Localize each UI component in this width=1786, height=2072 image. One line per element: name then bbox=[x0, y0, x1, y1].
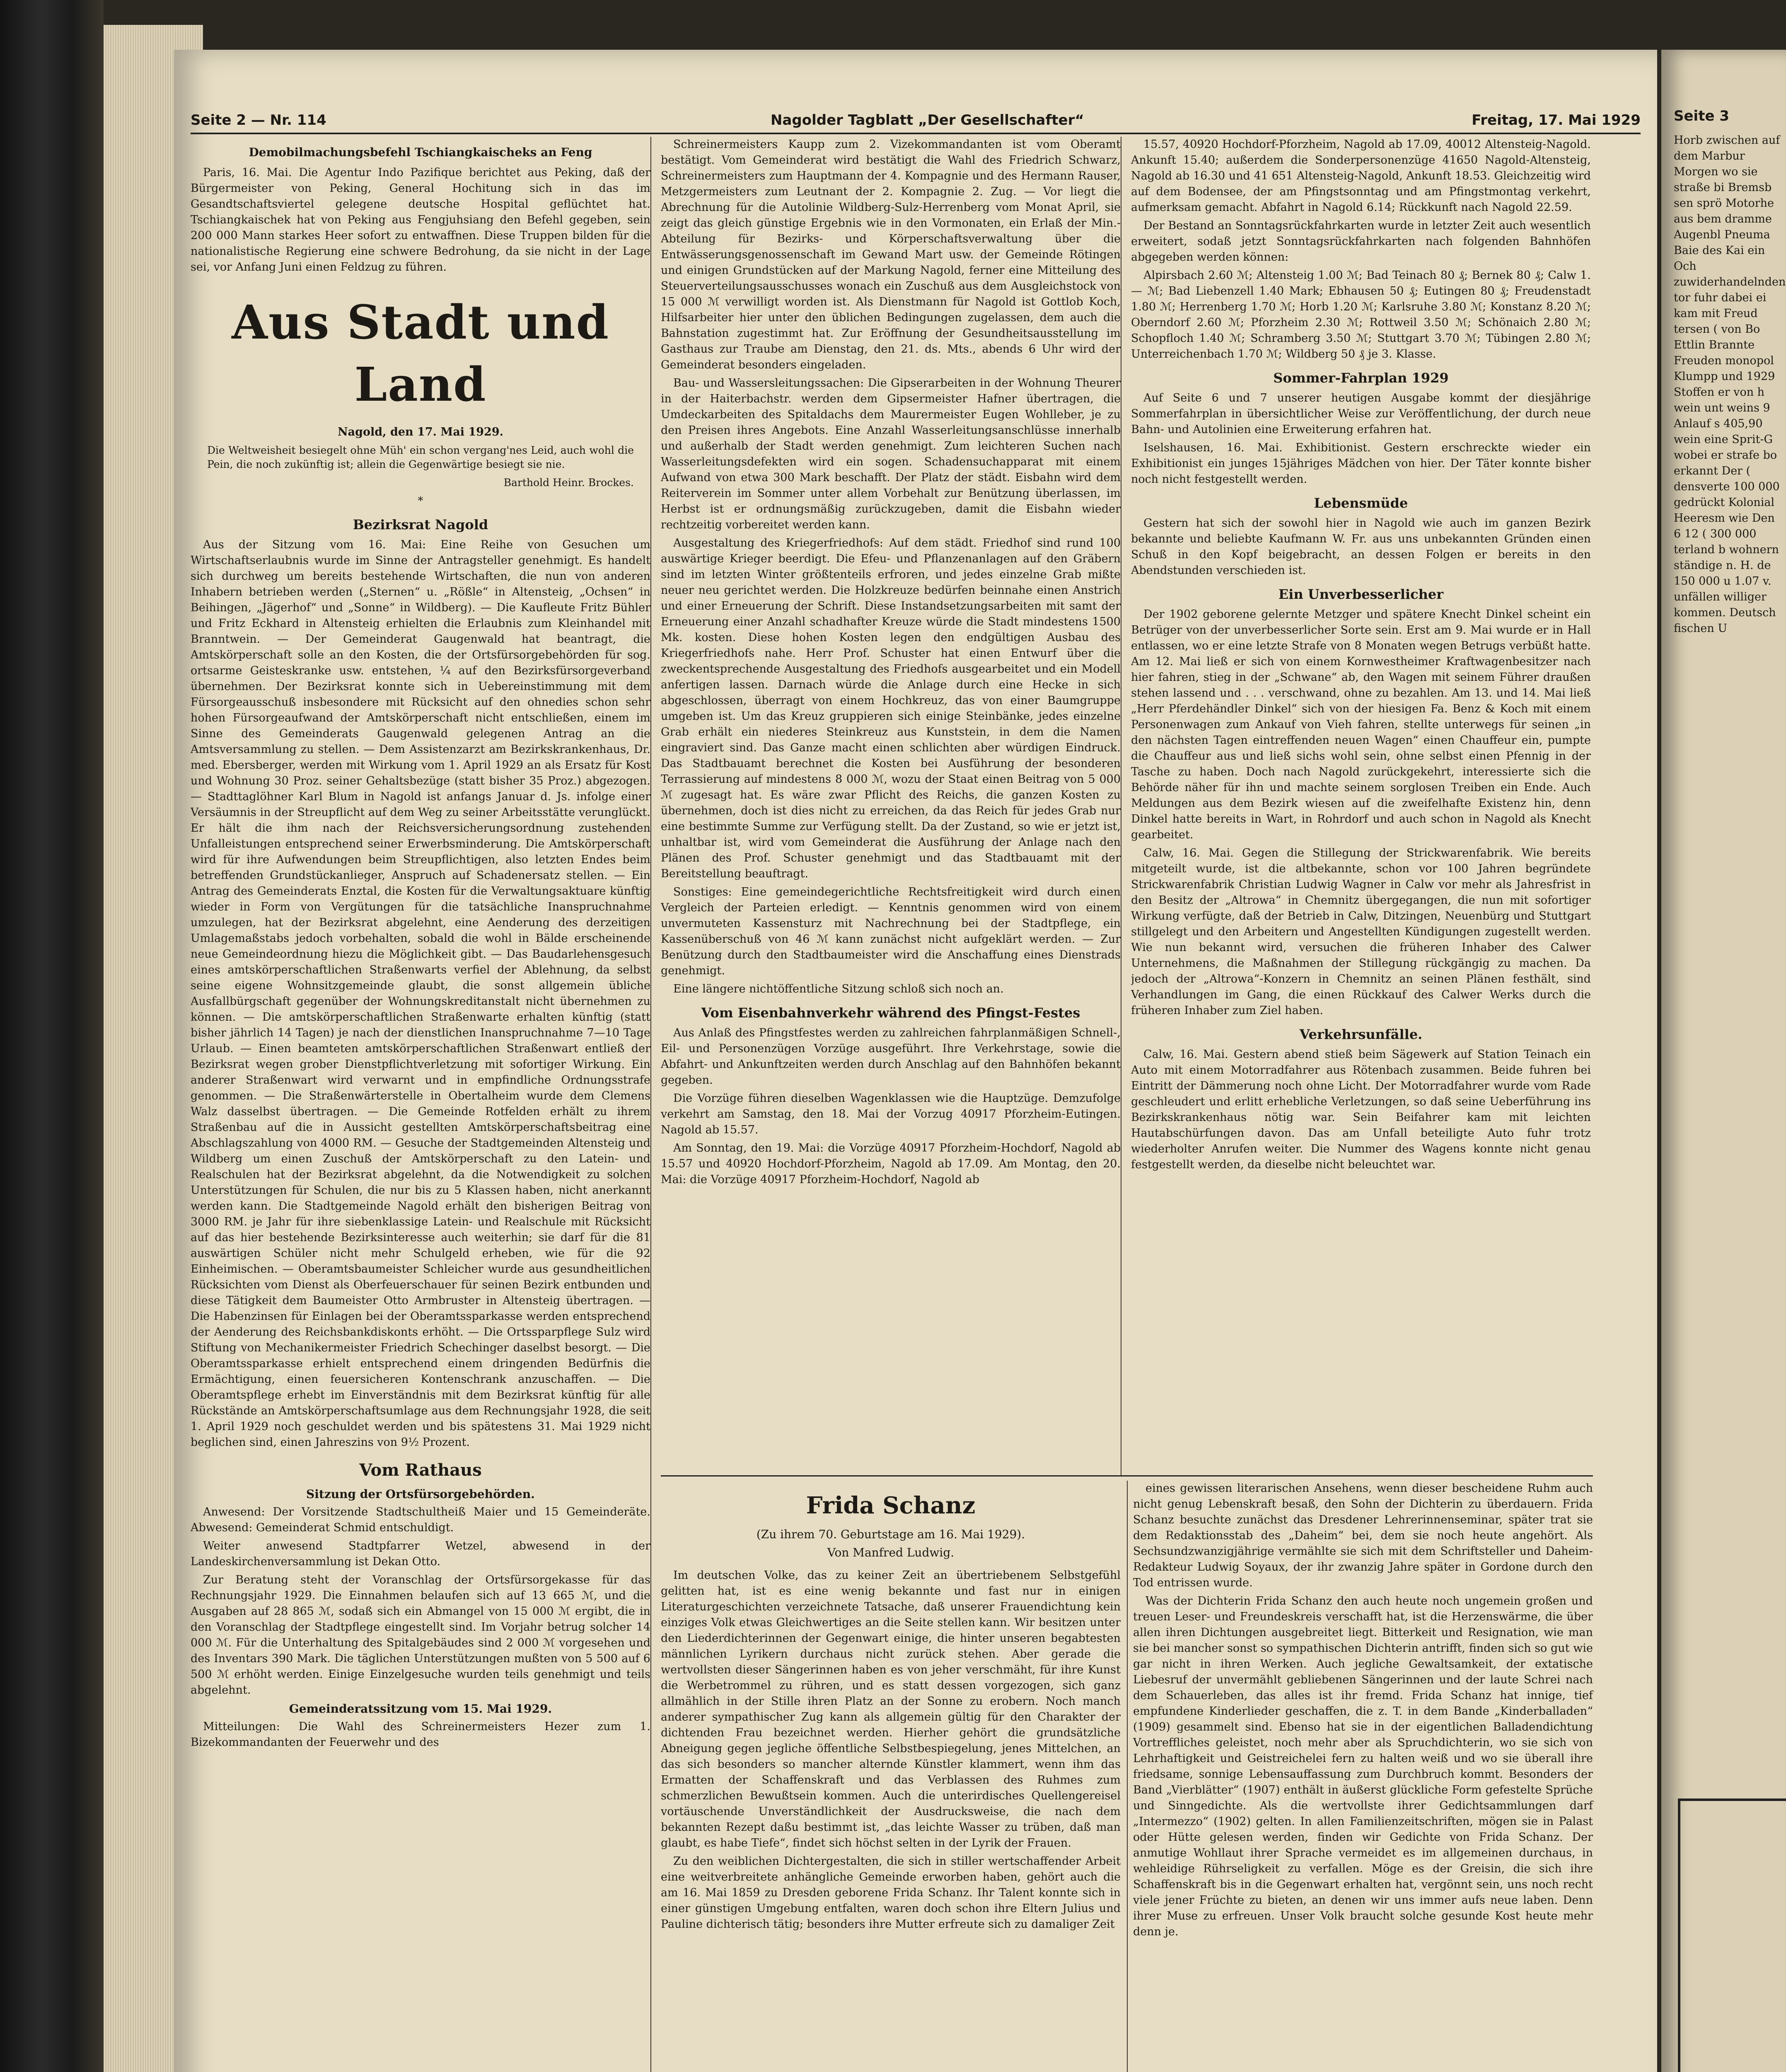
header-masthead: Nagolder Tagblatt „Der Gesellschafter“ bbox=[771, 112, 1084, 128]
quote-author: Barthold Heinr. Brockes. bbox=[503, 477, 634, 489]
article-text: Calw, 16. Mai. Gegen die Stillegung der Strickwarenfabrik. Wie bereits mitgeteilt wurde, ist die altbekannte, schon vor 100 Jahren begründete Strickwarenfabrik Christian Ludwig Wagner in Calw vor mehr als Jahresfrist in den Besitz der „Altrowa“ in Chemnitz übergegangen, die nun mit sofortiger Wirkung verfügte, daß der Betrieb in Calw, Ditzingen, Neuenbürg und Stuttgart stillgelegt und den Arbeitern und Angestellten Kündigungen zugestellt werden. Wie nun bekannt wird, versuchen die früheren Inhaber des Calwer Unternehmens, die Maßnahmen der Stillegung rückgängig zu machen. Da jedoch der „Altrowa“-Konzern in Chemnitz an seinen Plänen festhält, sind Verhandlungen im Gang, die einen Rückkauf des Calwer Werks durch die früheren Inhaber zum Ziel haben. bbox=[1131, 847, 1591, 1017]
column-rule bbox=[1127, 1481, 1128, 2072]
feature-text: Was der Dichterin Frida Schanz den auch heute noch ungemein großen und treuen Leser- und Freundeskreis verschafft hat, ist die Herzenswärme, die über allen ihren Dichtungen ausgebreitet liegt. Bitterkeit und Resignation, wie man sie bei mancher sonst so sympathischen Dichterin antrifft, finden sich so gut wie gar nicht in ihren Werken. Auch jegliche Gewaltsamkeit, der extatische Liebesruf der unvermählt gebliebenen Sängerinnen und der laute Schrei nach dem Schauerleben, das alles ist ihr fremd. Frida Schanz hat innige, tief empfundene Kinderlieder geschaffen, die z. T. in dem Bande „Kinderballaden“ (1909) gesammelt sind. Ebenso hat sie in der eigentlichen Balladendichtung Vortreffliches geleistet, noch mehr aber als Spruchdichterin, wo sie sich von Lehrhaftigkeit und Geistreichelei fern zu halten weiß und wo sie überall ihre friedsame, sonnige Lebensauffassung zum Durchbruch kommt. Besonders der Band „Vierblätter“ (1907) enthält in äußerst glückliche Form gefestelte Sprüche und Sinngedichte. Als die wertvollste ihrer Gedichtsammlungen darf „Intermezzo“ (1902) gelten. In allen Familienzeitschriften, mögen sie in Palast oder Hütte gelesen werden, finden wir Gedichte von Frida Schanz. Der anmutige Wohllaut ihrer Sprache vermeidet es im allgemeinen durchaus, in wehleidige Rührseligkeit zu verfallen. Möge es der Greisin, die sich ihre Schaffenskraft bis in die Gegenwart erhalten hat, vergönnt sein, uns noch recht viele jener Früchte zu bieten, an denen wir uns immer aufs neue laben. Denn ihrer Muse zu erfreuen. Unser Volk braucht solche gesunde Kost heute mehr denn je. bbox=[1133, 1595, 1593, 1938]
article-text: Auf Seite 6 und 7 unserer heutigen Ausgabe kommt der diesjährige Sommerfahrplan in übersichtlicher Weise zur Veröffentlichung, der durch neue Bahn- und Autolinien eine Erweiterung erfahren hat. bbox=[1131, 392, 1591, 436]
article-subtitle: Sitzung der Ortsfürsorgebehörden. bbox=[306, 1487, 535, 1501]
article-text: Gestern hat sich der sowohl hier in Nagold wie auch im ganzen Bezirk bekannte und beliebte Kaufmann W. Fr. aus uns unbekannten Gründen einen Schuß in den Kopf beigebracht, an dessen Folgen er bereits in den Abendstunden verschieden ist. bbox=[1131, 517, 1591, 577]
article-text: Zur Beratung steht der Voranschlag der Ortsfürsorgekasse für das Rechnungsjahr 1929. Die Einnahmen belaufen sich auf 13 665 ℳ, und die Ausgaben auf 28 865 ℳ, sodaß sich ein Abmangel von 15 000 ℳ ergibt, die in den Voranschlag der Stadtpflege eingestellt sind. Im Vorjahr betrug solcher 14 000 ℳ. Für die Unterhaltung des Spitalgebäudes sind 2 000 ℳ vorgesehen und des Inventars 390 Mark. Die täglichen Unterstützungen mußten von 5 500 auf 6 500 ℳ erhöht werden. Einige Einzelgesuche wurden teils genehmigt und teils abgelehnt. bbox=[191, 1573, 650, 1697]
next-page-edge bbox=[1661, 50, 1786, 2072]
header-date: Freitag, 17. Mai 1929 bbox=[1472, 112, 1641, 128]
column-1 bbox=[191, 137, 650, 2072]
article-text: Eine längere nichtöffentliche Sitzung schloß sich noch an. bbox=[673, 983, 1004, 995]
feature-text: Im deutschen Volke, das zu keiner Zeit an übertriebenem Selbstgefühl gelitten hat, ist es eine wenig bekannte und fast nur in einigen Literaturgeschichten verzeichnete Tatsache, daß unserer Frauendichtung kein einziges Volk etwas Gleichwertiges an die Seite stellen kann. Wir besitzen unter den Liederdichterinnen der Gegenwart einige, die hinter unseren begabtesten männlichen Lyrikern durchaus nicht zurück stehen. Aber gerade die wertvollsten dieser Sängerinnen haben es von jeher verschmäht, für ihre Kunst die Werbetrommel zu rühren, und es statt dessen vorgezogen, sich ganz allmählich in der Stille ihren Platz an der Sonne zu erobern. Noch manch anderer sympathischer Zug kann als allgemein gültig für den Charakter der dichtenden Frau bezeichnet werden. Hierher gehört die grundsätzliche Abneigung gegen jegliche öffentliche Selbstbespiegelung, jenes Mittelchen, an das sich besonders so mancher alternde Künstler klammert, wenn ihm das Ermatten der Schaffenskraft und das Verblassen des Ruhmes zum schmerzlichen Bewußtsein kommen. Auch die unterirdisches Quellengereisel vortäuschende Unverständlichkeit der Ausdrucksweise, die nach dem bekannten Rezept daßu bestimmt ist, „das leichte Wasser zu trüben, daß man glaubt, es habe Tiefe“, findet sich höchst selten in der Lyrik der Frauen. bbox=[661, 1569, 1121, 1849]
article-text: Weiter anwesend Stadtpfarrer Wetzel, abwesend in der Landeskirchenversammlung ist Dekan Otto. bbox=[191, 1539, 650, 1568]
column-rule bbox=[650, 137, 651, 2072]
article-text: Iselshausen, 16. Mai. Exhibitionist. Gestern erschreckte wieder ein Exhibitionist ein junges 15jähriges Mädchen von hier. Der Täter konnte bisher noch nicht festgestellt werden. bbox=[1131, 441, 1591, 486]
article-title: Verkehrsunfälle. bbox=[1299, 1026, 1423, 1042]
book-binding bbox=[0, 0, 104, 2072]
article-title: Vom Eisenbahnverkehr während des Pfingst-Festes bbox=[701, 1005, 1080, 1021]
feature-title: Frida Schanz bbox=[806, 1492, 976, 1519]
feature-byline: Von Manfred Ludwig. bbox=[827, 1546, 955, 1559]
next-page-header: Seite 3 bbox=[1674, 108, 1730, 124]
separator: * bbox=[418, 495, 423, 507]
article-title: Sommer-Fahrplan 1929 bbox=[1273, 370, 1449, 386]
article-text: Am Sonntag, den 19. Mai: die Vorzüge 40917 Pforzheim-Hochdorf, Nagold ab 15.57 und 40920 Hochdorf-Pforzheim, Nagold ab 17.09. Am Montag, den 20. Mai: die Vorzüge 40917 Pforzheim-Hochdorf, Nagold ab bbox=[661, 1142, 1121, 1186]
article-text: Calw, 16. Mai. Gestern abend stieß beim Sägewerk auf Station Teinach ein Auto mit einem Motorradfahrer aus Rötenbach zusammen. Beide fuhren bei Eintritt der Dämmerung noch ohne Licht. Der Motorradfahrer wurde vom Rade geschleudert und erlitt erhebliche Verletzungen, so daß seine Ueberführung ins Bezirkskrankenhaus nötig war. Sein Beifahrer kam mit leichten Hautabschürfungen davon. Das am Unfall beteiligte Auto fuhr trotz wiederholter Anrufen weiter. Die Nummer des Wagens konnte nicht genau festgestellt werden, da dieselbe nicht beleuchtet war. bbox=[1131, 1048, 1591, 1171]
article-text: Der 1902 geborene gelernte Metzger und spätere Knecht Dinkel scheint ein Betrüger von der unverbesserlicher Sorte sein. Erst am 9. Mai wurde er in Hall entlassen, wo er eine letzte Strafe von 8 Monaten wegen Betrugs verbüßt hatte. Am 12. Mai ließ er sich von einem Kornwestheimer Kraftwagenbesitzer nach hier fahren, stieg in der „Schwane“ ab, den Wagen mit seinem Führer draußen stehen lassend und . . . verschwand, ohne zu bezahlen. Am 13. und 14. Mai ließ „Herr Pferdehändler Dinkel“ sich von der hiesigen Fa. Benz & Koch mit einem Personenwagen zum Ankauf von Vieh fahren, stellte unterwegs für seinen „in den nächsten Tagen eintreffenden neuen Wagen“ einen Chauffeur ein, pumpte die Chauffeur aus und ließ sichs wohl sein, ohne selbst einen Pfennig in der Tasche zu haben. Doch nach Nagold zurückgekehrt, interessierte sich die Behörde näher für ihn und machte seinem sorglosen Treiben ein Ende. Auch Meldungen aus dem Bezirk wiesen auf die zweifelhafte Existenz hin, denn Dinkel hatte bereits in Wart, in Rohrdorf und auch schon in Nagold als Knecht gearbeitet. bbox=[1131, 608, 1591, 841]
feature-subtitle: (Zu ihrem 70. Geburtstage am 16. Mai 1929). bbox=[756, 1527, 1025, 1541]
article-text: Paris, 16. Mai. Die Agentur Indo Pazifique berichtet aus Peking, daß der Bürgermeister von Peking, General Hochitung sich in das im Gesandtschaftsviertel gelegene deutsche Hospital geflüchtet hat. Tschiangkaischek hat von Peking aus Fengjuhsiang den Befehl gegeben, sein 200 000 Mann starkes Heer sofort zu entwaffnen. Diese Truppen bilden für die nationalistische Regierung eine schwere Bedrohung, da sie nicht in der Lage sei, vor Anfang Juni einen Feldzug zu führen. bbox=[191, 166, 650, 274]
next-page-text: Horb zwischen auf dem Marbur Morgen wo sie straße bi Bremsb sen sprö Motorhe aus bem dramme Augenbl Pneuma Baie des Kai ein Och zuwiderhandelnden tor fuhr dabei ei kam mit Freud tersen ( von Bo Ettlin Brannte Freuden monopol Klumpp und 1929 Stoffen er von h wein unt weins 9 Anlauf s 405,90 wein eine Sprit-G wobei er strafe bo erkannt Der ( densverte 100 000 gedrückt Kolonial Heeresm wie Den 6 12 ( 300 000 terland b wohnern ständige n. H. de 150 000 u 1.07 v. unfällen williger kommen. Deutsch fischen U bbox=[1674, 134, 1786, 635]
feature-text: Zu den weiblichen Dichtergestalten, die sich in stiller wertschaffender Arbeit eine weitverbreitete anhängliche Gemeinde erworben haben, gehört auch die am 16. Mai 1859 zu Dresden geborene Frida Schanz. Ihr Talent konnte sich in einer günstigen Umgebung entfalten, waren doch schon ihre Eltern Julius und Pauline dichterisch tätig; besonders ihre Mutter erfreute sich zu damaliger Zeit bbox=[661, 1855, 1121, 1931]
article-title: Vom Rathaus bbox=[359, 1460, 482, 1480]
article-text: Aus der Sitzung vom 16. Mai: Eine Reihe von Gesuchen um Wirtschaftserlaubnis wurde im Sinne der Antragsteller genehmigt. Es handelt sich durchweg um bereits bestehende Wirtschaften, die nun von anderen Inhabern betrieben werden („Sternen“ u. „Rößle“ in Altensteig, „Ochsen“ in Beihingen, „Jägerhof“ und „Sonne“ in Wildberg). — Die Kaufleute Fritz Bühler und Fritz Eckhard in Altensteig erhielten die Erlaubnis zum Kleinhandel mit Branntwein. — Der Gemeinderat Gaugenwald hat beantragt, die Amtskörperschaft solle an den Kosten, die der Ortsfürsorgebehörden für sog. ortsarme Geisteskranke usw. entstehen, ¼ auf den Bezirksfürsorgeverband übernehmen. Der Bezirksrat konnte sich in Uebereinstimmung mit dem Fürsorgeausschuß insbesondere mit Rücksicht auf den ohnedies schon sehr hohen Fürsorgeaufwand der Amtskörperschaft nicht entschließen, einem im Sinne des Gemeinderats Gaugenwald gelegenen Antrag an die Amtsversammlung zu stellen. — Dem Assistenzarzt am Bezirkskrankenhaus, Dr. med. Ebersberger, werden mit Wirkung vom 1. April 1929 an als Ersatz für Kost und Wohnung 30 Proz. seiner Gehaltsbezüge (statt bisher 35 Proz.) abgezogen. — Stadttaglöhner Karl Blum in Nagold ist anfangs Januar d. Js. infolge einer Versäumnis in der Streupflicht auf dem Weg zu seiner Arbeitsstätte verunglückt. Er hält die ihm nach der Reichsversicherungsordnung zustehenden Unfalleistungen entsprechend seiner Erwerbsminderung. Die Amtskörperschaft wird für ihre Aufwendungen beim Streupflichtigen, also letzten Endes beim betreffenden Grundstückanlieger, Anspruch auf Schadenersatz stellen. — Ein Antrag des Gemeinderats Enztal, die Kosten für die Verwaltungsaktuare künftig wieder in Form von Vergütungen für die tatsächliche Inanspruchnahme umzulegen, hat der Bezirksrat abgelehnt, eine Aenderung des derzeitigen Umlagemaßstabs jedoch vorbehalten, sobald die wohl in Bälde erscheinende neue Gemeindeordnung hiezu die Möglichkeit gibt. — Das Baudarlehensgesuch eines amtskörperschaftlichen Straßenwarts verfiel der Ablehnung, da selbst seine eigene Wohnsitzgemeinde glaubt, die sonst allgemein übliche Ausfallbürgschaft gegenüber der Wohnungskreditanstalt nicht übernehmen zu können. — Die amtskörperschaftlichen Straßenwarte erhalten künftig (statt bisher jährlich 14 Tagen) je nach der dienstlichen Inanspruchnahme 7—10 Tage Urlaub. — Einen beamteten amtskörperschaftlichen Straßenwart entließ der Bezirksrat wegen grober Dienstpflichtverletzung mit sofortiger Wirkung. Ein anderer Straßenwart wird verwarnt und in empfindliche Ordnungsstrafe genommen. — Die Straßenwärterstelle in Obertalheim wurde dem Clemens Walz dasselbst übertragen. — Die Gemeinde Rotfelden erhält zu ihrem Straßenbau auf die in Aussicht gestellten Amtskörperschaftsbeitrag eine Abschlagszahlung von 4000 RM. — Gesuche der Stadtgemeinden Altensteig und Wildberg um einen Zuschuß der Amtskörperschaft zu den Latein- und Realschulen hat der Bezirksrat abgelehnt, da die Notwendigkeit zu solchen Unterstützungen für Schulen, die nur bis zu 5 Klassen haben, nicht anerkannt werden kann. Die Stadtgemeinde Nagold erhält den bisherigen Beitrag von 3000 RM. je Jahr für ihre siebenklassige Latein- und Realschule mit Rücksicht auf das hier bestehende Bezirksinteresse auch weiterhin; sie darf für die 81 auswärtigen Schüler nicht mehr Schulgeld erheben, wie für die 92 Einheimischen. — Oberamtsbaumeister Schleicher wurde aus gesundheitlichen Rücksichten vom Dienst als Oberfeuerschauer für seinen Bezirk entbunden und diese Tätigkeit dem Baumeister Otto Armbruster in Altensteig übertragen. — Die Habenzinsen für Einlagen bei der Oberamtssparkasse werden entsprechend der Aenderung des Reichsbankdiskonts erhöht. — Die Ortssparpflege Sulz wird Stiftung von Mechanikermeister Friedrich Schechinger daselbst besorgt. — Die Oberamtssparkasse erhielt entsprechend einem dringenden Bedürfnis die Ermächtigung, einen feuersicheren Kontenschrank anzuschaffen. — Die Oberamtspflege erhebt im Einverständnis mit dem Bezirksrat künftig für alle Rückstände an Amtskörperschaftsumlage aus dem Rechnungsjahr 1928, die seit 1. April 1929 noch geschuldet werden und bis spätestens 31. Mai 1929 nicht beglichen sind, einen Jahreszins von 9½ Prozent. bbox=[191, 538, 650, 1449]
article-subtitle: Gemeinderatssitzung vom 15. Mai 1929. bbox=[289, 1702, 552, 1716]
feature-frida-schanz bbox=[661, 1475, 1593, 2072]
article-title: Lebensmüde bbox=[1314, 495, 1408, 511]
feature-text: eines gewissen literarischen Ansehens, wenn dieser bescheidene Ruhm auch nicht genug Lebenskraft besaß, den Sohn der Dichterin zu überdauern. Frida Schanz besuchte zunächst das Dresdener Lehrerinnenseminar, später trat sie dem Redaktionsstab des „Daheim“ bei, dem sie noch heute angehört. Als Sechsundzwanzigjährige vermählte sie sich mit dem Schriftsteller und Daheim-Redakteur Ludwig Soyaux, der ihr zwanzig Jahre später in Gordone durch den Tod entrissen wurde. bbox=[1133, 1482, 1593, 1589]
dateline: Nagold, den 17. Mai 1929. bbox=[337, 426, 504, 438]
quote: Die Weltweisheit besiegelt ohne Müh' ein schon vergang'nes Leid, auch wohl die Pein, die noch zukünftig ist; allein die Gegenwärtige besiegt sie nie. bbox=[207, 444, 634, 470]
feature-left-column bbox=[661, 1481, 1121, 1935]
article-text: Aus Anlaß des Pfingstfestes werden zu zahlreichen fahrplanmäßigen Schnell-, Eil- und Personenzügen Vorzüge ausgeführt. Ihre Verkehrstage, sowie die Abfahrt- und Ankunftzeiten werden durch Anschlag auf den Bahnhöfen bekannt gegeben. bbox=[661, 1026, 1121, 1087]
article-text: Alpirsbach 2.60 ℳ; Altensteig 1.00 ℳ; Bad Teinach 80 ₰; Bernek 80 ₰; Calw 1.— ℳ; Bad Liebenzell 1.40 Mark; Ebhausen 50 ₰; Eutingen 80 ₰; Freudenstadt 1.80 ℳ; Herrenberg 1.70 ℳ; Horb 1.20 ℳ; Karlsruhe 3.80 ℳ; Konstanz 8.20 ℳ; Oberndorf 2.60 ℳ; Pforzheim 2.30 ℳ; Rottweil 3.50 ℳ; Schönaich 2.80 ℳ; Schopfloch 1.40 ℳ; Schramberg 3.50 ℳ; Stuttgart 3.70 ℳ; Tübingen 2.80 ℳ; Unterreichenbach 1.70 ℳ; Wildberg 50 ₰ je 3. Klasse. bbox=[1131, 269, 1591, 361]
article-text: Ausgestaltung des Kriegerfriedhofs: Auf dem städt. Friedhof sind rund 100 auswärtige Krieger beerdigt. Die Efeu- und Pflanzenanlagen auf den Gräbern sind im letzten Winter größtenteils erfroren, und jedes einzelne Grab mißte neuer neu gerichtet werden. Die Holzkreuze bedürfen beinnahe einen Anstrich und einer Erneuerung der Schrift. Diese Instandsetzungsarbeiten mit samt der Erneuerung einer Anzahl schadhafter Kreuze würde die Stadt mindestens 1500 Mk. kosten. Diese hohen Kosten legen den endgültigen Ausbau des Kriegerfriedhofs nahe. Herr Prof. Schuster hat einen Entwurf über die zweckentsprechende Ausgestaltung des Friedhofs ausgearbeitet und ein Modell anfertigen lassen. Darnach würde die Anlage durch eine Hecke in sich abgeschlossen, überragt von einem Hochkreuz, das von einer Baumgruppe umgeben ist. Um das Kreuz gruppieren sich einige Steinbänke, jedes einzelne Grab erhält ein niederes Steinkreuz aus Kunststein, in dem die Namen eingraviert sind. Das Ganze macht einen schlichten aber würdigen Eindruck. Das Stadtbauamt berechnet die Kosten bei Ausführung der besonderen Terrassierung auf mindestens 8 000 ℳ, wozu der Staat einen Beitrag von 5 000 ℳ zugesagt hat. Es wäre zwar Pflicht des Reichs, die ganzen Kosten zu übernehmen, doch ist dies nicht zu erreichen, da das Reich für jedes Grab nur eine bestimmte Summe zur Verfügung stellt. Da der Zustand, so wie er jetzt ist, unhaltbar ist, wird vom Gemeinderat die Ausführung der Anlage nach den Plänen des Prof. Schuster genehmigt und das Stadtbauamt mit der Bereitstellung beauftragt. bbox=[661, 537, 1121, 880]
article-text: Der Bestand an Sonntagsrückfahrkarten wurde in letzter Zeit auch wesentlich erweitert, sodaß jetzt Sonntagsrückfahrkarten nach folgenden Bahnhöfen abgegeben werden können: bbox=[1131, 219, 1591, 264]
article-text: Schreinermeisters Kaupp zum 2. Vizekommandanten ist vom Oberamt bestätigt. Vom Gemeinderat wird bestätigt die Wahl des Friedrich Schwarz, Schreinermeisters zum Hauptmann der 4. Kompagnie und des Hermann Rauser, Metzgermeisters zum Leutnant der 2. Kompagnie 2. Zug. — Vor liegt die Abrechnung für die Autolinie Wildberg-Sulz-Herrenberg vom Monat April, sie zeigt das gleich günstige Ergebnis wie in den Vormonaten, ein Erlaß der Min.-Abteilung für Bezirks- und Körperschaftsverwaltung über die Entwässerungsgenossenschaft im Gewand Mart usw. der Gemeinde Rötingen und einigen Grundstücken auf der Markung Nagold, ferner eine Mitteilung des Steuerverteilungsausschusses wonach ein Zuschuß aus dem Ausgleichstock von 15 000 ℳ verwilligt worden ist. Als Dienstmann für Nagold ist Gottlob Koch, Hilfsarbeiter hier unter den üblichen Bedingungen zugelassen, dem auch die Bahnstation zugestimmt hat. Zur Eröffnung der Gesundheitsausstellung im Gasthaus zur Traube am Dienstag, den 21. ds. Mts., abends 6 Uhr wird der Gemeinderat besonders eingeladen. bbox=[661, 138, 1121, 371]
running-header bbox=[191, 104, 1641, 134]
article-text: Anwesend: Der Vorsitzende Stadtschultheiß Maier und 15 Gemeinderäte. Abwesend: Gemeinderat Schmid entschuldigt. bbox=[191, 1506, 650, 1534]
article-text: 15.57, 40920 Hochdorf-Pforzheim, Nagold ab 17.09, 40012 Altensteig-Nagold. Ankunft 15.40; außerdem die Sonderpersonenzüge 41650 Nagold-Altensteig, Nagold ab 16.30 und 41 651 Altensteig-Nagold, Ankunft 18.53. Gleichzeitig wird auf dem Bodensee, der am Pfingstsonntag und am Pfingstmontag verkehrt, aufmerksam gemacht. Abfahrt in Nagold 6.14; Rückkunft nach Nagold 22.59. bbox=[1131, 138, 1591, 214]
article-text: Mitteilungen: Die Wahl des Schreinermeisters Hezer zum 1. Bizekommandanten der Feuerwehr und des bbox=[191, 1720, 650, 1749]
header-page-number: Seite 2 — Nr. 114 bbox=[191, 112, 326, 128]
article-text: Bau- und Wassersleitungssachen: Die Gipserarbeiten in der Wohnung Theurer in der Haiterbachstr. werden dem Gipsermeister Hafner übertragen, die Umdeckarbeiten des Spitaldachs dem Maurermeister Eugen Wohlleber, je zu den Preisen ihres Angebots. Eine Anzahl Wasserleitungsanschlüsse innerhalb und außerhalb der Stadt werden genehmigt. Zum leichteren Suchen nach Wasserleitungsdefekten wird ein sogen. Schadensuchapparat mit einem Aufwand von etwa 300 Mark beschafft. Der Platz der städt. Eisbahn wird dem Reiterverein im Sommer unter allem Vorbehalt zur Benützung überlassen, im Herbst ist er ordnungsmäßig zurückzugeben, damit die Eisbahn wieder rechtzeitig vorbereitet werden kann. bbox=[661, 377, 1121, 531]
newspaper-page bbox=[174, 50, 1657, 2072]
article-title: Bezirksrat Nagold bbox=[353, 517, 488, 533]
next-page-ad-box bbox=[1678, 1798, 1786, 2072]
article-text: Sonstiges: Eine gemeindegerichtliche Rechtsfreitigkeit wird durch einen Vergleich der Parteien erledigt. — Kenntnis genommen wird von einem unvermuteten Kassensturz mit Nachrechnung bei der Stadtpflege, ein Kassenüberschuß von 46 ℳ kann zunächst nicht aufgeklärt werden. — Zur Benützung durch den Stadtbaumeister wird die Anschaffung eines Dienstrads genehmigt. bbox=[661, 886, 1121, 977]
article-title: Ein Unverbesserlicher bbox=[1278, 586, 1444, 602]
column-3 bbox=[1131, 137, 1591, 1471]
article-title: Demobilmachungsbefehl Tschiangkaischeks an Feng bbox=[249, 145, 592, 159]
article-text: Die Vorzüge führen dieselben Wagenklassen wie die Hauptzüge. Demzufolge verkehrt am Samstag, den 18. Mai der Vorzug 40917 Pforzheim-Eutingen. Nagold ab 15.57. bbox=[661, 1092, 1121, 1136]
feature-right-column bbox=[1133, 1481, 1593, 1942]
column-2 bbox=[661, 137, 1121, 1471]
section-title: Aus Stadt und Land bbox=[232, 295, 609, 412]
